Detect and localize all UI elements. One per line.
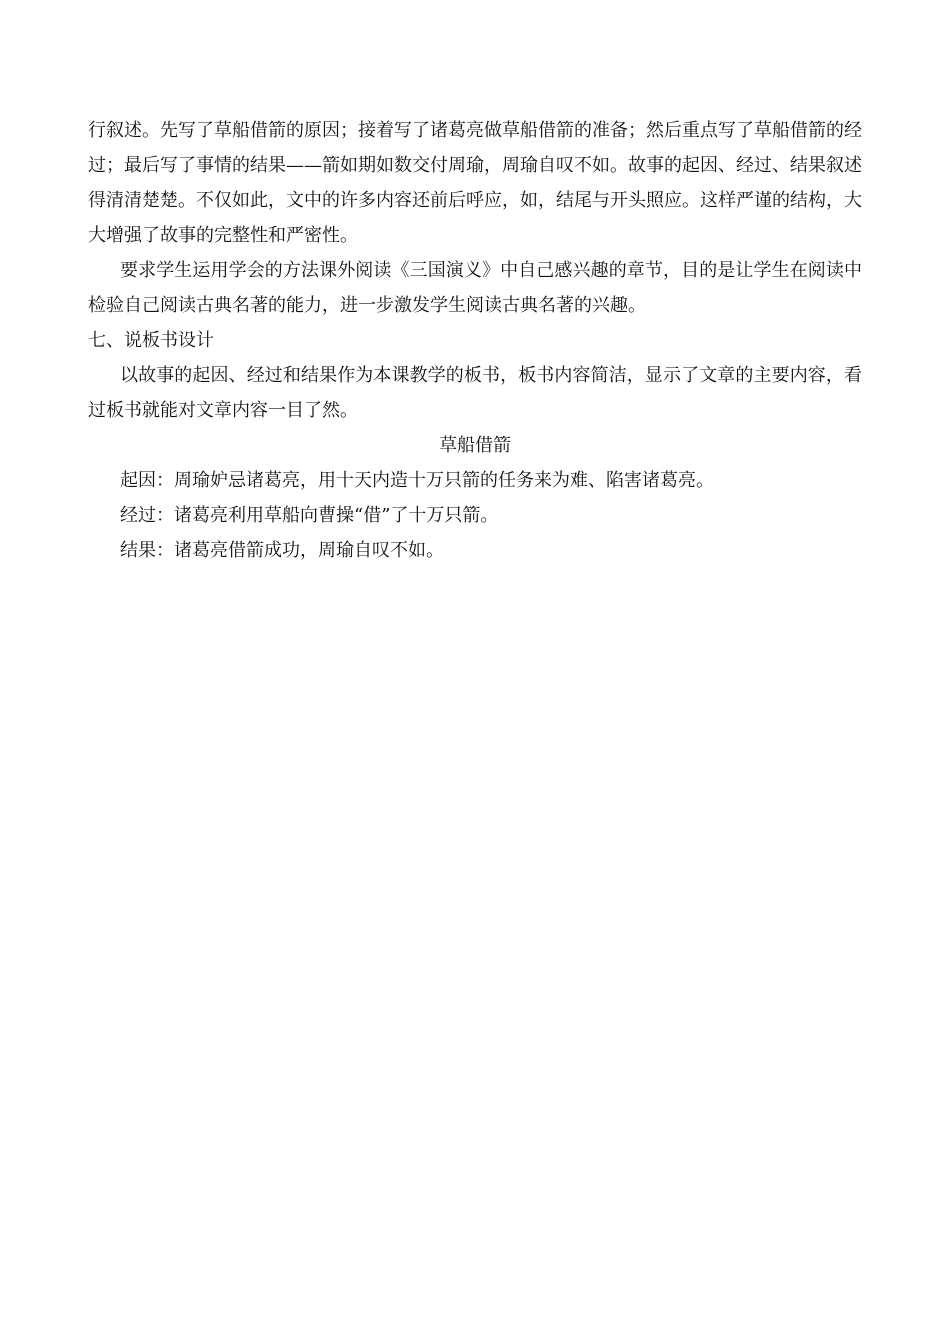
board-result: 结果：诸葛亮借箭成功，周瑜自叹不如。 (120, 540, 444, 561)
paragraph-board-design: 以故事的起因、经过和结果作为本课教学的板书，板书内容简洁，显示了文章的主要内容，看过板书就能对文章内容一目了然。 (88, 365, 862, 421)
paragraph-extended-reading: 要求学生运用学会的方法课外阅读《三国演义》中自己感兴趣的章节，目的是让学生在阅读中检验自己阅读古典名著的能力，进一步激发学生阅读古典名著的兴趣。 (88, 260, 862, 316)
board-title: 草船借箭 (439, 435, 511, 456)
board-cause: 起因：周瑜妒忌诸葛亮，用十天内造十万只箭的任务来为难、陷害诸葛亮。 (120, 470, 714, 491)
paragraph-structure-summary: 行叙述。先写了草船借箭的原因；接着写了诸葛亮做草船借箭的准备；然后重点写了草船借箭的经过；最后写了事情的结果——箭如期如数交付周瑜，周瑜自叹不如。故事的起因、经过、结果叙述得清清楚楚。不仅如此，文中的许多内容还前后呼应，如，结尾与开头照应。这样严谨的结构，大大增强了故事的完整性和严密性。 (88, 120, 862, 246)
board-process: 经过：诸葛亮利用草船向曹操“借”了十万只箭。 (120, 505, 499, 526)
section-heading: 七、说板书设计 (88, 330, 214, 351)
document-body (88, 113, 862, 568)
